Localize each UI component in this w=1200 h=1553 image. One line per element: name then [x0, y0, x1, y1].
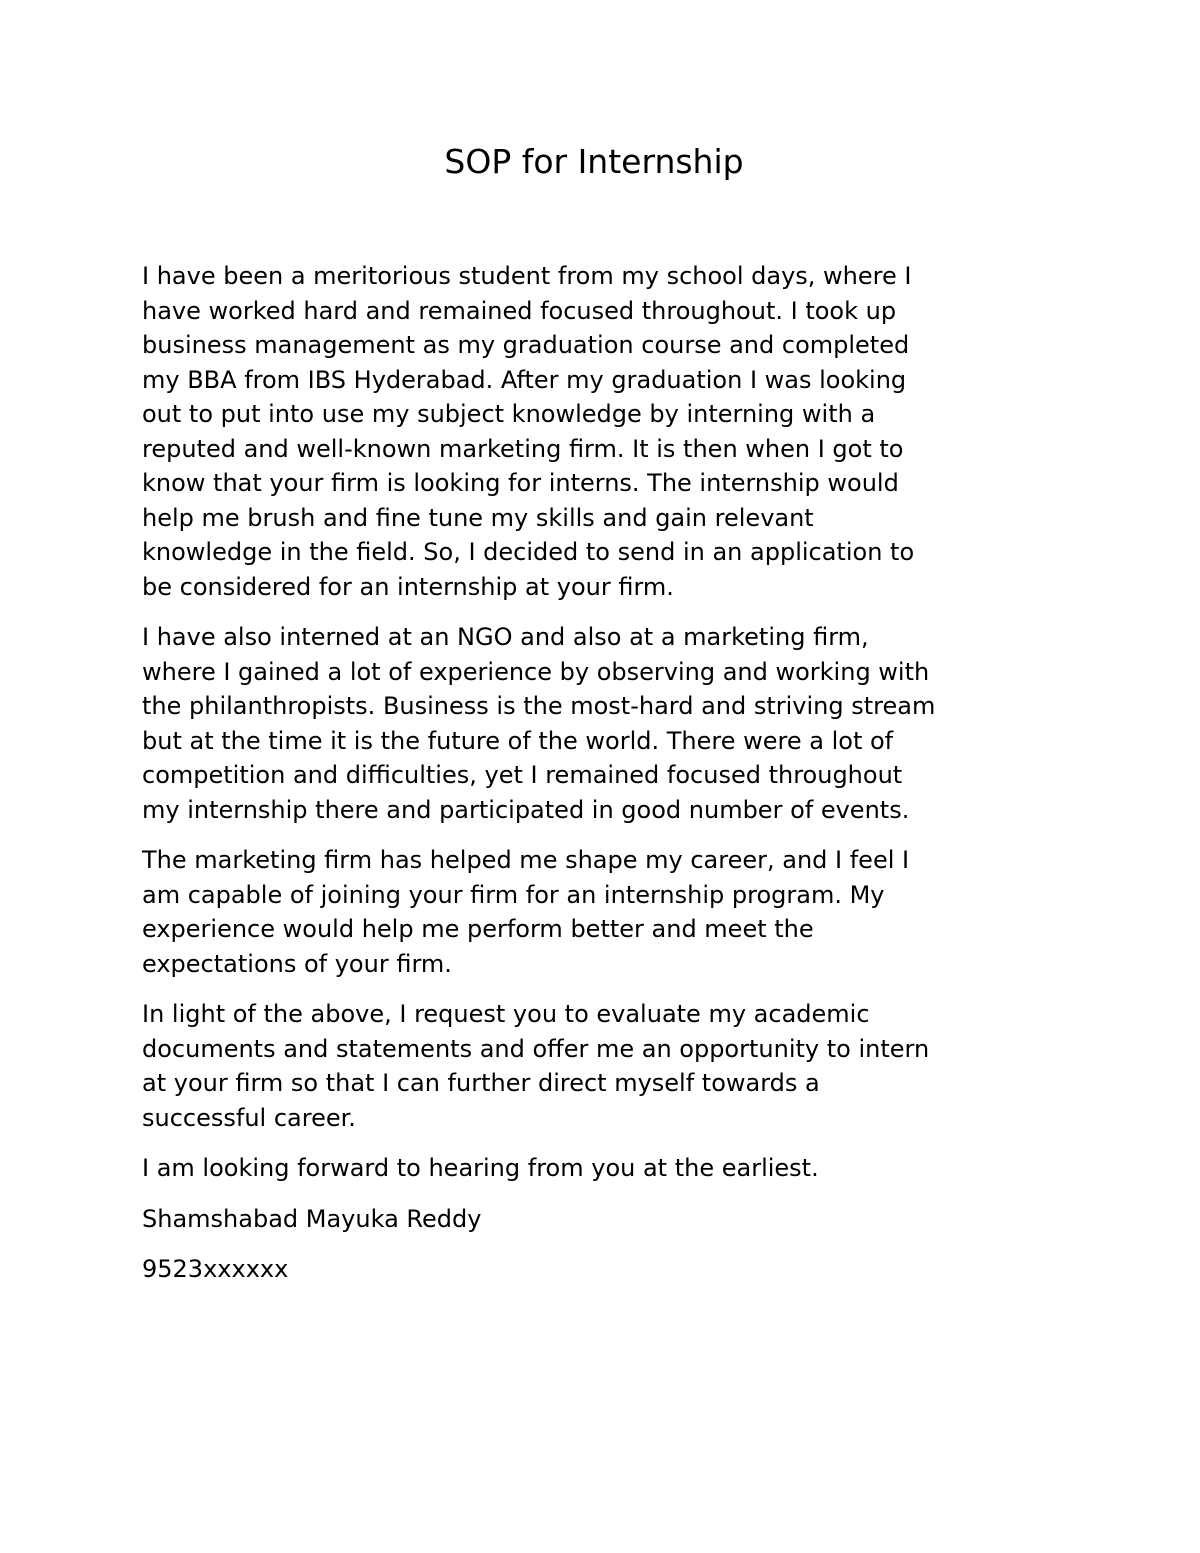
text-line: documents and statements and offer me an opportunity to intern — [142, 1034, 930, 1063]
text-line: be considered for an internship at your firm. — [142, 572, 674, 601]
text-line: at your firm so that I can further direct myself towards a — [142, 1069, 820, 1097]
text-line: I have been a meritorious student from my school days, where I — [142, 262, 912, 290]
text-line: the philanthropists. Business is the most-hard and striving stream — [142, 692, 936, 720]
text-line: The marketing firm has helped me shape my career, and I feel I — [142, 846, 910, 874]
signature-name — [142, 1202, 1062, 1237]
text-line: I am looking forward to hearing from you at the earliest. — [142, 1154, 819, 1182]
paragraph-request — [142, 997, 1062, 1135]
text-line: but at the time it is the future of the world. There were a lot of — [142, 726, 894, 755]
text-line: expectations of your firm. — [142, 949, 452, 978]
text-line: reputed and well-known marketing firm. It is then when I got to — [142, 434, 904, 463]
text-line: have worked hard and remained focused throughout. I took up — [142, 296, 897, 325]
text-line: In light of the above, I request you to evaluate my academic — [142, 1000, 870, 1028]
text-line: knowledge in the field. So, I decided to send in an application to — [142, 538, 915, 566]
paragraph-capability — [142, 843, 1062, 981]
text-line: know that your firm is looking for interns. The internship would — [142, 469, 899, 497]
text-line: where I gained a lot of experience by observing and working with — [142, 657, 930, 686]
text-line: competition and difficulties, yet I remained focused throughout — [142, 761, 903, 789]
text-line: successful career. — [142, 1103, 356, 1132]
phone-number — [142, 1252, 1062, 1287]
text-line: business management as my graduation course and completed — [142, 331, 910, 359]
text-line: out to put into use my subject knowledge by interning with a — [142, 400, 876, 428]
paragraph-experience — [142, 620, 1062, 827]
document-body — [142, 259, 1062, 1303]
text-line: experience would help me perform better and meet the — [142, 915, 814, 943]
text-line: help me brush and fine tune my skills and gain relevant — [142, 503, 814, 532]
document-title: SOP for Internship — [444, 142, 744, 181]
text-line: 9523xxxxxx — [142, 1255, 289, 1283]
paragraph-closing — [142, 1151, 1062, 1186]
text-line: am capable of joining your firm for an internship program. My — [142, 880, 885, 909]
text-line: I have also interned at an NGO and also at a marketing firm, — [142, 623, 869, 651]
paragraph-intro — [142, 259, 1062, 604]
text-line: my BBA from IBS Hyderabad. After my graduation I was looking — [142, 365, 907, 394]
text-line: my internship there and participated in good number of events. — [142, 795, 910, 824]
text-line: Shamshabad Mayuka Reddy — [142, 1204, 482, 1233]
